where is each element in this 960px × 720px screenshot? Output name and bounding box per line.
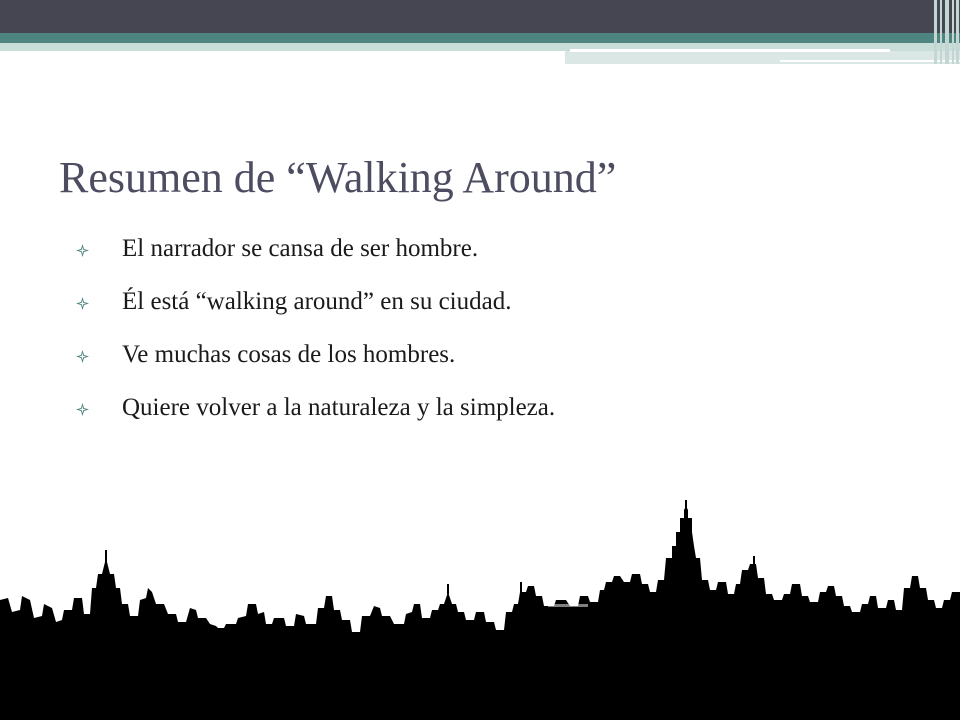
bullet-text: Ve muchas cosas de los hombres.	[122, 341, 456, 368]
white-divider-line	[570, 49, 890, 52]
bullet-item	[76, 228, 836, 270]
four-point-diamond-icon	[76, 297, 89, 310]
city-skyline-silhouette	[0, 500, 960, 720]
bullet-item	[76, 387, 682, 429]
four-point-diamond-icon	[76, 350, 89, 363]
bullet-text: El narrador se cansa de ser hombre.	[122, 235, 479, 262]
top-decorative-band	[0, 0, 960, 33]
teal-accent-stripe	[0, 33, 960, 43]
bullet-text: Él está “walking around” en su ciudad.	[122, 288, 512, 315]
bullet-list	[76, 228, 836, 440]
light-accent-stripe-right	[565, 51, 960, 64]
right-edge-stripes	[932, 0, 960, 64]
four-point-diamond-icon	[76, 403, 89, 416]
bullet-item	[76, 334, 836, 376]
bullet-text: Quiere volver a la naturaleza y la simpleza.	[122, 394, 556, 421]
bullet-item	[76, 281, 836, 323]
slide-title: Resumen de “Walking Around”	[59, 153, 617, 202]
four-point-diamond-icon	[76, 244, 89, 257]
